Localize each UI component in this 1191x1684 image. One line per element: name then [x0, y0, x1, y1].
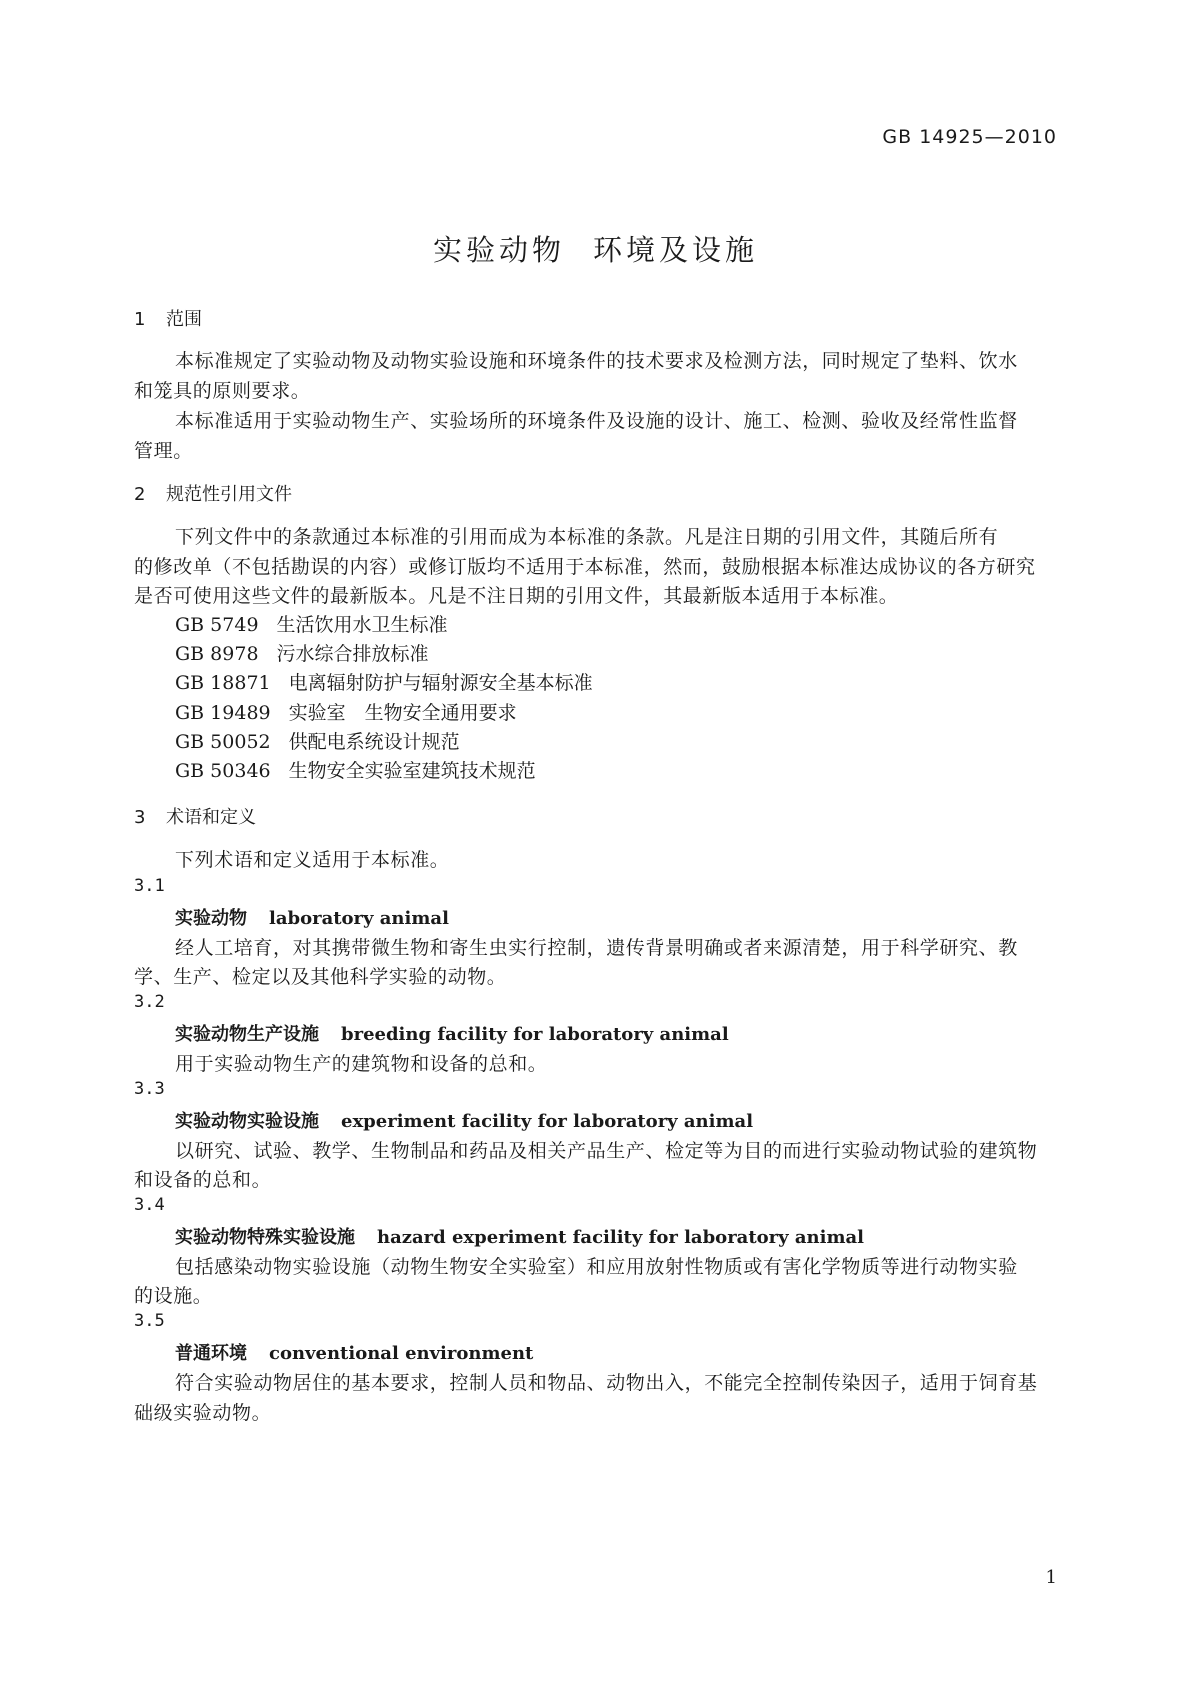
- definition-line: 符合实验动物居住的基本要求，控制人员和物品、动物出入，不能完全控制传染因子，适用于饲育基: [175, 1372, 1038, 1394]
- reference-code: GB 5749: [175, 614, 259, 636]
- paragraph-line: 管理。: [134, 440, 193, 462]
- term-english: laboratory animal: [269, 908, 449, 929]
- definition-line: 和设备的总和。: [134, 1169, 272, 1191]
- paragraph-line: 和笼具的原则要求。: [134, 380, 311, 402]
- reference-code: GB 8978: [175, 643, 259, 665]
- reference-code: GB 50052: [175, 731, 271, 753]
- page-number: 1: [1045, 1567, 1057, 1588]
- reference-item: [175, 610, 448, 637]
- section-number: 1: [134, 309, 146, 330]
- term-entry: [175, 1107, 753, 1133]
- definition-line: 包括感染动物实验设施（动物生物安全实验室）和应用放射性物质或有害化学物质等进行动物实验: [175, 1256, 1018, 1278]
- clause-number: 3.1: [134, 876, 165, 896]
- section-number: 3: [134, 807, 146, 828]
- paragraph-line: 下列文件中的条款通过本标准的引用而成为本标准的条款。凡是注日期的引用文件，其随后所有: [175, 526, 999, 548]
- definition-line: 以研究、试验、教学、生物制品和药品及相关产品生产、检定等为目的而进行实验动物试验的建筑物: [175, 1140, 1038, 1162]
- reference-title: 供配电系统设计规范: [288, 731, 460, 753]
- definition-line: 经人工培育，对其携带微生物和寄生虫实行控制，遗传背景明确或者来源清楚，用于科学研究、教: [175, 937, 1018, 959]
- paragraph-line: 是否可使用这些文件的最新版本。凡是不注日期的引用文件，其最新版本适用于本标准。: [134, 585, 899, 607]
- reference-code: GB 19489: [175, 702, 271, 724]
- term-entry: [175, 904, 449, 930]
- reference-title: 电离辐射防护与辐射源安全基本标准: [288, 672, 593, 694]
- section-1-heading: [134, 305, 202, 331]
- paragraph-line: 本标准适用于实验动物生产、实验场所的环境条件及设施的设计、施工、检测、验收及经常性监督: [175, 410, 1018, 432]
- term-entry: [175, 1339, 533, 1365]
- paragraph-line: 本标准规定了实验动物及动物实验设施和环境条件的技术要求及检测方法，同时规定了垫料、饮水: [175, 350, 1018, 372]
- definition-line: 础级实验动物。: [134, 1402, 272, 1424]
- reference-item: [175, 668, 593, 695]
- section-3-heading: [134, 803, 256, 829]
- term-chinese: 实验动物生产设施: [175, 1024, 319, 1045]
- reference-title: 实验室 生物安全通用要求: [288, 702, 517, 724]
- definition-line: 用于实验动物生产的建筑物和设备的总和。: [175, 1053, 548, 1075]
- title-part2: 环境及设施: [593, 233, 759, 267]
- section-title: 规范性引用文件: [166, 484, 292, 505]
- term-chinese: 实验动物实验设施: [175, 1111, 319, 1132]
- term-chinese: 实验动物: [175, 908, 247, 929]
- reference-title: 生活饮用水卫生标准: [276, 614, 448, 636]
- paragraph-line: 的修改单（不包括勘误的内容）或修订版均不适用于本标准，然而，鼓励根据本标准达成协议的各方研究: [134, 556, 1036, 578]
- clause-number: 3.2: [134, 992, 165, 1012]
- term-chinese: 普通环境: [175, 1343, 247, 1364]
- reference-title: 污水综合排放标准: [276, 643, 429, 665]
- section-number: 2: [134, 484, 146, 505]
- term-entry: [175, 1020, 729, 1046]
- clause-number: 3.4: [134, 1195, 165, 1215]
- definition-line: 学、生产、检定以及其他科学实验的动物。: [134, 966, 507, 988]
- page-title: [0, 228, 1191, 269]
- term-english: breeding facility for laboratory animal: [341, 1024, 729, 1045]
- term-english: hazard experiment facility for laboratory animal: [377, 1227, 865, 1248]
- reference-title: 生物安全实验室建筑技术规范: [288, 760, 536, 782]
- reference-item: [175, 756, 536, 783]
- reference-item: [175, 698, 517, 725]
- reference-item: [175, 727, 460, 754]
- title-part1: 实验动物: [432, 233, 565, 267]
- term-english: experiment facility for laboratory animal: [341, 1111, 754, 1132]
- term-english: conventional environment: [269, 1343, 534, 1364]
- reference-item: [175, 639, 429, 666]
- definition-line: 的设施。: [134, 1285, 213, 1307]
- term-entry: [175, 1223, 864, 1249]
- term-chinese: 实验动物特殊实验设施: [175, 1227, 355, 1248]
- clause-number: 3.5: [134, 1311, 165, 1331]
- clause-number: 3.3: [134, 1079, 165, 1099]
- reference-code: GB 50346: [175, 760, 271, 782]
- section-title: 范围: [166, 309, 202, 330]
- section-title: 术语和定义: [166, 807, 256, 828]
- reference-code: GB 18871: [175, 672, 271, 694]
- section-2-heading: [134, 480, 292, 506]
- paragraph-line: 下列术语和定义适用于本标准。: [175, 849, 450, 871]
- document-code: GB 14925—2010: [882, 126, 1057, 148]
